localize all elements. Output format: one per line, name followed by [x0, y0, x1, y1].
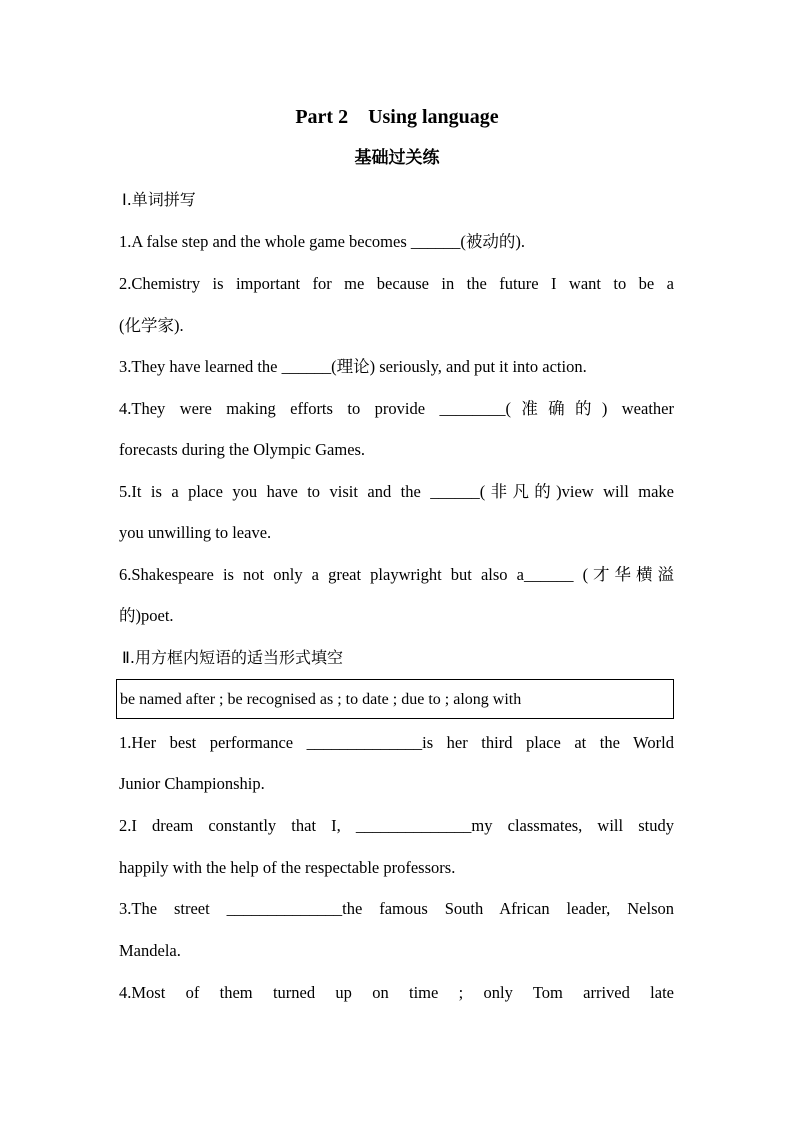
exercise-line: 3.The street ______________the famous South African leader, Nelson	[119, 899, 674, 918]
exercise-line: 6.Shakespeare is not only a great playwright but also a______ (才华横溢	[119, 565, 674, 584]
exercise-line: forecasts during the Olympic Games.	[119, 440, 366, 459]
exercise-line: 1.A false step and the whole game becomes ______(被动的).	[119, 232, 525, 251]
exercise-line: 1.Her best performance ______________is her third place at the World	[119, 733, 674, 752]
page-subtitle: 基础过关练	[354, 148, 440, 168]
exercise-line: 2.I dream constantly that I, ______________my classmates, will study	[119, 816, 674, 835]
exercise-line: Junior Championship.	[119, 774, 265, 793]
exercise-line: 4.They were making efforts to provide ________(准确的) weather	[119, 399, 674, 418]
exercise-line: 4.Most of them turned up on time ; only Tom arrived late	[119, 983, 674, 1002]
exercise-line: happily with the help of the respectable professors.	[119, 858, 456, 877]
exercise-line: 2.Chemistry is important for me because in the future I want to be a	[119, 274, 674, 293]
phrase-box-text: be named after ; be recognised as ; to date ; due to ; along with	[120, 691, 522, 708]
phrase-box	[116, 679, 674, 719]
exercise-line: (化学家).	[119, 316, 184, 335]
section-heading-phrase-fill: Ⅱ.用方框内短语的适当形式填空	[122, 648, 343, 667]
section-heading-word-spelling: Ⅰ.单词拼写	[122, 190, 196, 209]
exercise-line: 5.It is a place you have to visit and the ______(非凡的)view will make	[119, 482, 674, 501]
exercise-line: you unwilling to leave.	[119, 523, 272, 542]
page-title: Part 2 Using language	[295, 106, 499, 128]
exercise-line: 3.They have learned the ______(理论) seriously, and put it into action.	[119, 357, 587, 376]
exercise-line: 的)poet.	[119, 606, 174, 625]
exercise-line: Mandela.	[119, 941, 181, 960]
